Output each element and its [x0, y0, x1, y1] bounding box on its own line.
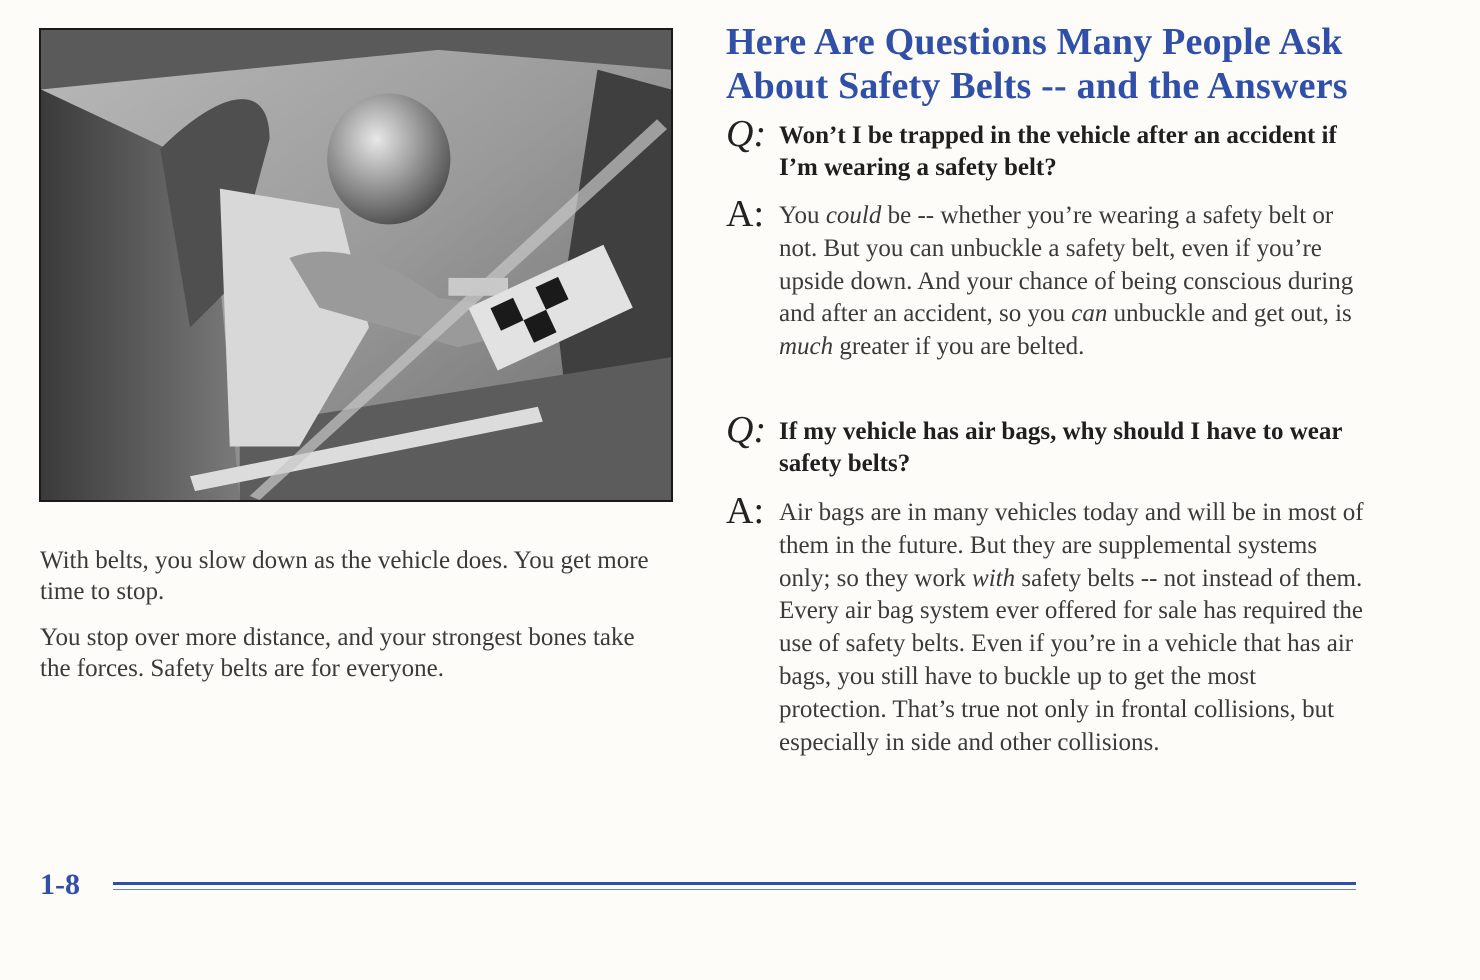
answer-fragment: unbuckle and get out, is	[1107, 300, 1352, 328]
answer-emphasis: could	[825, 202, 882, 229]
a-marker: A:	[726, 490, 764, 532]
answer-emphasis: with	[972, 564, 1016, 592]
answer-fragment: Air bags are in many vehicles today and will be in most of them in the future. But they are supplemental systems only; so they work	[779, 499, 1364, 592]
answer-text	[779, 497, 1366, 759]
answer-fragment: You	[779, 202, 826, 229]
question-1	[726, 113, 1366, 184]
footer-rule-thin	[113, 889, 1356, 890]
crash-test-dummy-photo	[39, 28, 673, 502]
answer-emphasis: much	[779, 333, 834, 361]
answer-fragment: greater if you are belted.	[833, 333, 1085, 361]
page-heading: Here Are Questions Many People Ask About Safety Belts -- and the Answers	[726, 21, 1348, 107]
q-marker: Q:	[726, 113, 767, 155]
answer-fragment: safety belts -- not instead of them. Every air bag system ever offered for sale has required the use of safety belts. Even if you’re in a vehicle that has air bags, you still have to buckle up to get the most protection. That’s true not only in frontal collisions, but especially in side and other collisions.	[779, 564, 1364, 756]
answer-1	[726, 193, 1366, 364]
photo-illustration	[41, 30, 671, 500]
photo-caption-2: You stop over more distance, and your strongest bones take the forces. Safety belts are for everyone.	[40, 624, 635, 682]
answer-fragment: be -- whether you’re wearing a safety belt or not. But you can unbuckle a safety belt, even if you’re upside down. And your chance of being conscious during and after an accident, so you	[779, 202, 1354, 328]
answer-emphasis: can	[1071, 300, 1108, 328]
answer-text	[779, 200, 1366, 364]
footer-rule	[113, 882, 1356, 885]
question-text: Won’t I be trapped in the vehicle after an accident if I’m wearing a safety belt?	[779, 122, 1337, 181]
a-marker: A:	[726, 193, 764, 235]
page-number: 1-8	[40, 868, 80, 901]
photo-caption-1: With belts, you slow down as the vehicle does. You get more time to stop.	[40, 547, 649, 605]
question-2	[726, 409, 1366, 480]
question-text: If my vehicle has air bags, why should I have to wear safety belts?	[779, 418, 1343, 477]
q-marker: Q:	[726, 409, 767, 451]
answer-2	[726, 490, 1366, 759]
